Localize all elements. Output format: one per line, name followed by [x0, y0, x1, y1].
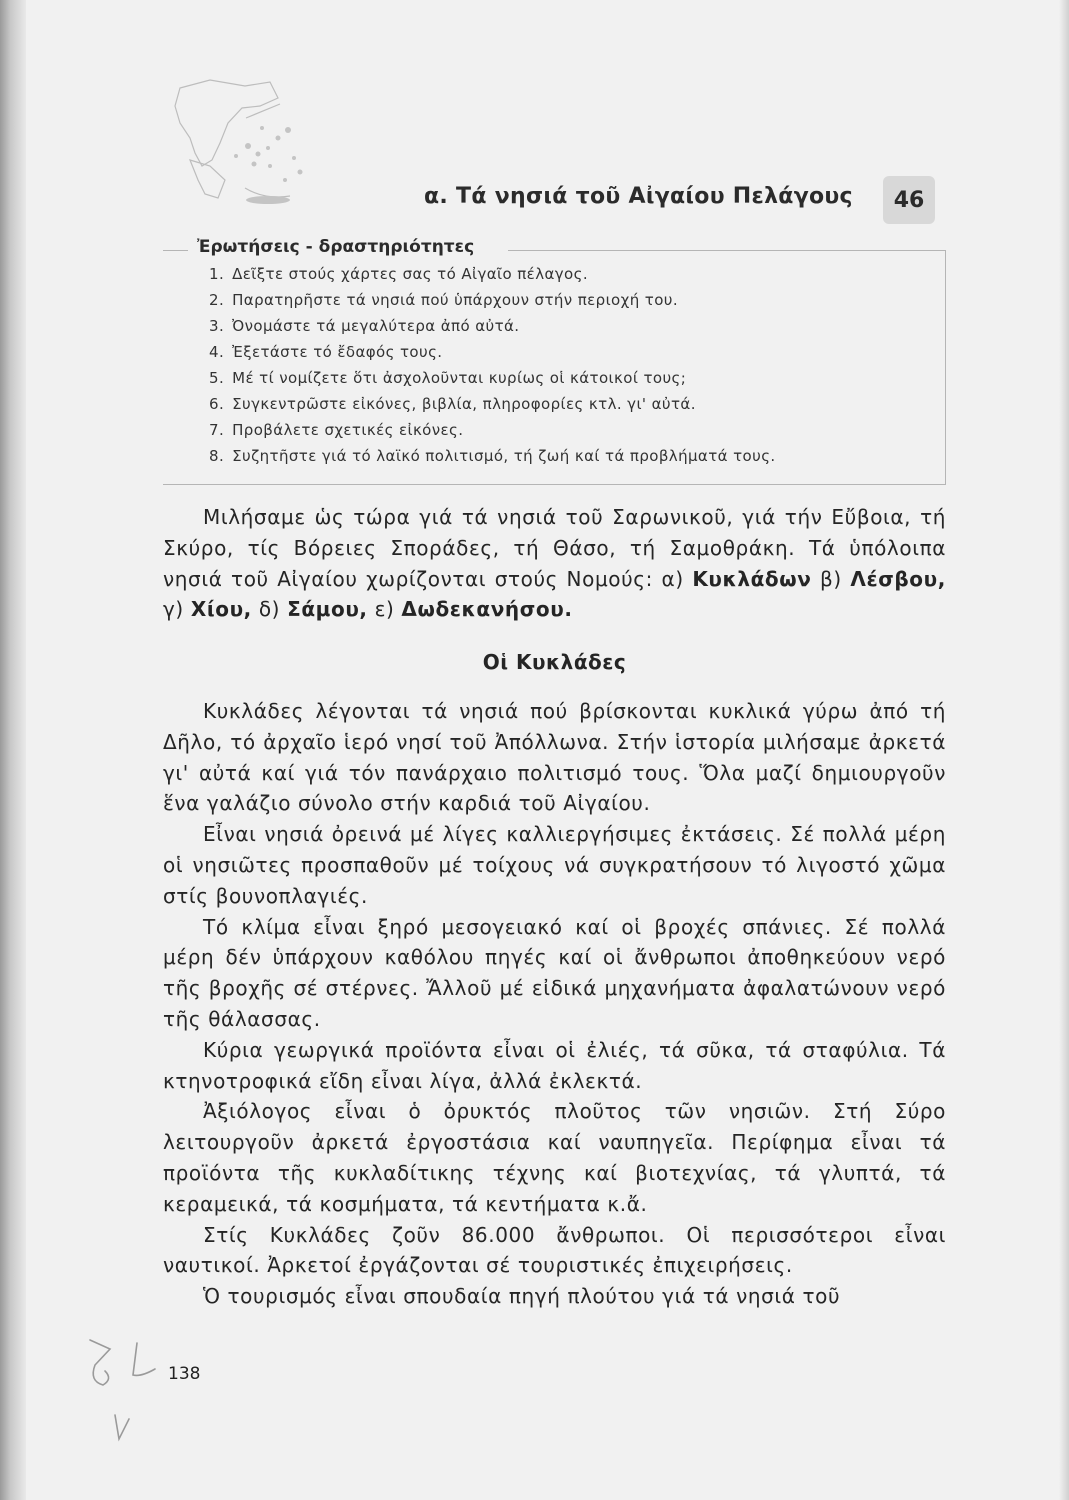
- section-paragraph: Στίς Κυκλάδες ζοῦν 86.000 ἄνθρωποι. Οἱ περισσότεροι εἶναι ναυτικοί. Ἀρκετοί ἐργάζονται σέ τουριστικές ἐπιχειρήσεις.: [163, 1222, 946, 1278]
- question-text: Μέ τί νομίζετε ὅτι ἀσχολοῦνται κυρίως οἱ κάτοικοί τους;: [232, 369, 687, 387]
- section-paragraph: Εἶναι νησιά ὀρεινά μέ λίγες καλλιεργήσιμες ἐκτάσεις. Σέ πολλά μέρη οἱ νησιῶτες προσπαθοῦν μέ τοίχους νά συγκρατήσουν τό λιγοστό χῶμα στίς βουνοπλαγιές.: [163, 822, 946, 908]
- section-heading: Οἱ Κυκλάδες: [482, 650, 627, 675]
- list-item: [209, 316, 776, 342]
- list-item: [209, 446, 776, 472]
- question-number: 7.: [209, 421, 225, 439]
- questions-box-top-border: [163, 250, 188, 251]
- main-text: [163, 502, 946, 1312]
- list-marker: ε): [374, 597, 395, 622]
- list-marker: β): [820, 566, 842, 591]
- list-item: [209, 290, 776, 316]
- intro-text: Μιλήσαμε ὡς τώρα γιά τά νησιά τοῦ Σαρωνικοῦ, γιά τήν Εὔβοια, τή Σκύρο, τίς Βόρειες Σποράδες, τή Θάσο, τή Σαμοθράκη. Τά ὑπόλοιπα νησιά τοῦ Αἰγαίου χωρίζονται στούς Νομούς: α): [163, 505, 946, 591]
- chapter-title: α. Τά νησιά τοῦ Αἰγαίου Πελάγους: [424, 184, 853, 209]
- prefecture-name: Χίου,: [190, 597, 252, 622]
- question-text: Ὀνομάστε τά μεγαλύτερα ἀπό αὐτά.: [232, 317, 520, 335]
- page-binding-edge: [0, 0, 26, 1500]
- prefecture-name: Δωδεκανήσου.: [401, 597, 573, 622]
- question-text: Συγκεντρῶστε εἰκόνες, βιβλία, πληροφορίες κτλ. γι' αὐτά.: [232, 395, 696, 413]
- question-number: 2.: [209, 291, 225, 309]
- prefecture-name: Σάμου,: [287, 597, 368, 622]
- question-text: Προβάλετε σχετικές εἰκόνες.: [232, 421, 464, 439]
- list-item: [209, 420, 776, 446]
- list-marker: γ): [163, 597, 184, 622]
- section-paragraph: Κύρια γεωργικά προϊόντα εἶναι οἱ ἐλιές, τά σῦκα, τά σταφύλια. Τά κτηνοτροφικά εἴδη εἶναι λίγα, ἀλλά ἐκλεκτά.: [163, 1037, 946, 1093]
- section-paragraph: Ὁ τουρισμός εἶναι σπουδαία πηγή πλούτου γιά τά νησιά τοῦ: [203, 1284, 841, 1309]
- question-number: 8.: [209, 447, 225, 465]
- page-number: 138: [168, 1364, 201, 1384]
- prefecture-name: Λέσβου,: [850, 566, 946, 591]
- questions-box-top-border: [508, 250, 946, 251]
- list-item: [209, 394, 776, 420]
- section-paragraph: Τό κλίμα εἶναι ξηρό μεσογειακό καί οἱ βροχές σπάνιες. Σέ πολλά μέρη δέν ὑπάρχουν καθόλου πηγές καί οἱ ἄνθρωποι ἀποθηκεύουν νερό τῆς βροχῆς σέ στέρνες. Ἄλλοῦ μέ εἰδικά μηχανήματα ἀφαλατώνουν νερό τῆς θάλασσας.: [163, 914, 946, 1031]
- list-item: [209, 368, 776, 394]
- questions-list: [209, 264, 776, 472]
- handwritten-mark-icon: [85, 1335, 175, 1445]
- questions-title: Ἐρωτήσεις - δραστηριότητες: [193, 237, 478, 257]
- section-paragraph: Ἀξιόλογος εἶναι ὁ ὀρυκτός πλοῦτος τῶν νησιῶν. Στή Σύρο λειτουργοῦν ἀρκετά ἐργοστάσια καί ναυπηγεῖα. Περίφημα εἶναι τά προϊόντα τῆς κυκλαδίτικης τέχνης καί βιοτεχνίας, τά γλυπτά, τά κεραμεικά, τά κοσμήματα, τά κεντήματα κ.ἄ.: [163, 1099, 946, 1216]
- question-number: 5.: [209, 369, 225, 387]
- intro-paragraph: [163, 502, 946, 625]
- list-item: [209, 342, 776, 368]
- question-number: 1.: [209, 265, 225, 283]
- prefecture-name: Κυκλάδων: [692, 566, 812, 591]
- section-paragraph: Κυκλάδες λέγονται τά νησιά πού βρίσκονται κυκλικά γύρω ἀπό τή Δῆλο, τό ἀρχαῖο ἱερό νησί τοῦ Ἀπόλλωνα. Στήν ἱστορία μιλήσαμε ἀρκετά γι' αὐτά καί γιά τόν πανάρχαιο πολιτισμό τους. Ὅλα μαζί δημιουργοῦν ἕνα γαλάζιο σύνολο στήν καρδιά τοῦ Αἰγαίου.: [163, 698, 946, 816]
- question-number: 4.: [209, 343, 225, 361]
- question-text: Παρατηρῆστε τά νησιά πού ὑπάρχουν στήν περιοχή του.: [232, 291, 679, 309]
- question-number: 3.: [209, 317, 225, 335]
- question-text: Ἐξετάστε τό ἔδαφός τους.: [232, 343, 443, 361]
- list-marker: δ): [258, 597, 281, 622]
- list-item: [209, 264, 776, 290]
- chapter-number-badge: 46: [883, 176, 935, 224]
- greece-map-icon: [150, 68, 320, 218]
- page-right-edge: [1059, 0, 1069, 1500]
- question-number: 6.: [209, 395, 225, 413]
- question-text: Δεῖξτε στούς χάρτες σας τό Αἰγαῖο πέλαγος.: [232, 265, 588, 283]
- question-text: Συζητῆστε γιά τό λαϊκό πολιτισμό, τή ζωή καί τά προβλήματά τους.: [232, 447, 776, 465]
